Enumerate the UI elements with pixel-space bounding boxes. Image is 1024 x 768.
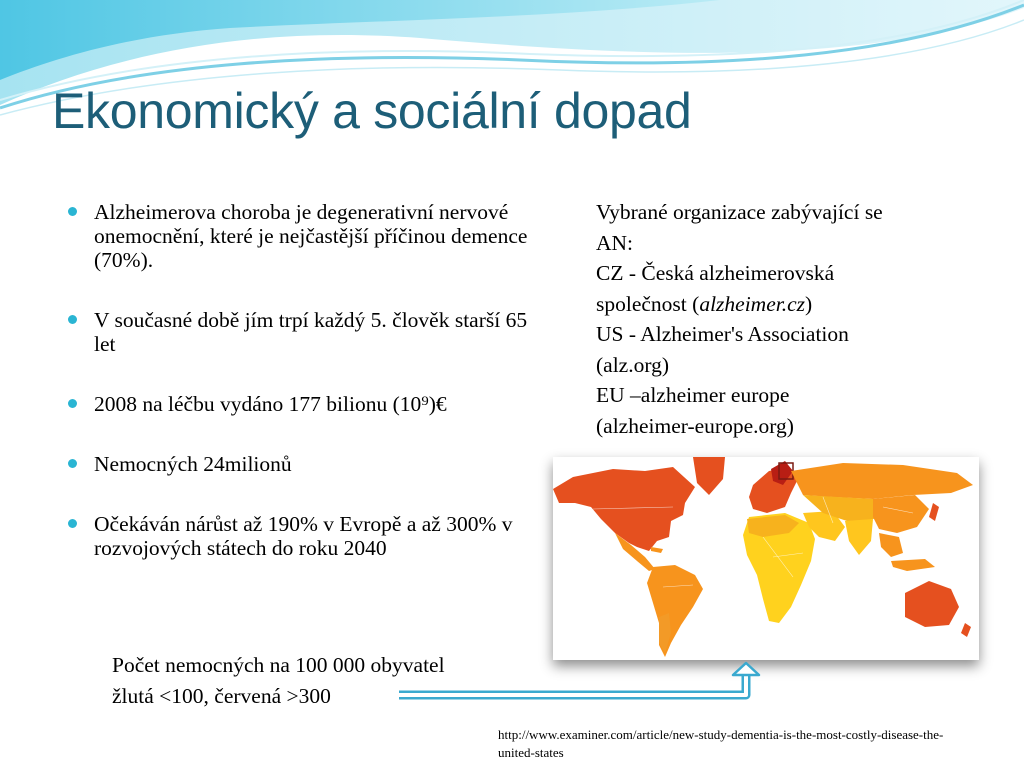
bullet-text: 2008 na léčbu vydáno 177 bilionu (10⁹)€ (94, 392, 447, 416)
bullet-item (68, 512, 553, 560)
org-cz-prefix: společnost ( (596, 291, 700, 316)
org-eu-link: (alzheimer-europe.org) (596, 413, 794, 438)
source-url[interactable]: http://www.examiner.com/article/new-study-dementia-is-the-most-costly-disease-the-united-states (498, 727, 944, 760)
org-us-link: (alz.org) (596, 352, 670, 377)
map-caption-line1: Počet nemocných na 100 000 obyvatel (112, 653, 445, 677)
bullet-icon (68, 315, 77, 324)
bullet-item (68, 308, 553, 356)
organizations-block (596, 197, 926, 441)
world-map-image (553, 457, 979, 660)
bullet-list (68, 200, 553, 596)
slide-title: Ekonomický a sociální dopad (52, 83, 692, 139)
bullet-text: V současné době jím trpí každý 5. člověk starší 65 let (94, 308, 528, 356)
org-cz-link[interactable]: alzheimer.cz (699, 291, 806, 316)
bullet-item (68, 392, 553, 416)
bullet-item (68, 200, 553, 272)
bullet-icon (68, 207, 77, 216)
org-cz: CZ - Česká alzheimerovská (596, 261, 835, 285)
organizations-heading-cont: AN: (596, 230, 634, 255)
bullet-text: Nemocných 24milionů (94, 452, 292, 476)
org-eu: EU –alzheimer europe (596, 383, 790, 407)
org-us: US - Alzheimer's Association (596, 322, 849, 346)
arrow-to-map-icon (395, 663, 765, 703)
bullet-text: Očekáván nárůst až 190% v Evropě a až 300% v rozvojových státech do roku 2040 (94, 512, 513, 560)
organizations-heading: Vybrané organizace zabývající se (596, 200, 883, 224)
map-caption-line2: žlutá <100, červená >300 (112, 683, 331, 708)
org-cz-suffix: ) (805, 291, 813, 316)
bullet-text: Alzheimerova choroba je degenerativní nervové onemocnění, které je nejčastější příčinou demence (70%). (94, 200, 528, 272)
bullet-item (68, 452, 553, 476)
bullet-icon (68, 459, 77, 468)
bullet-icon (68, 519, 77, 528)
bullet-icon (68, 399, 77, 408)
org-cz-link-line (596, 289, 926, 320)
